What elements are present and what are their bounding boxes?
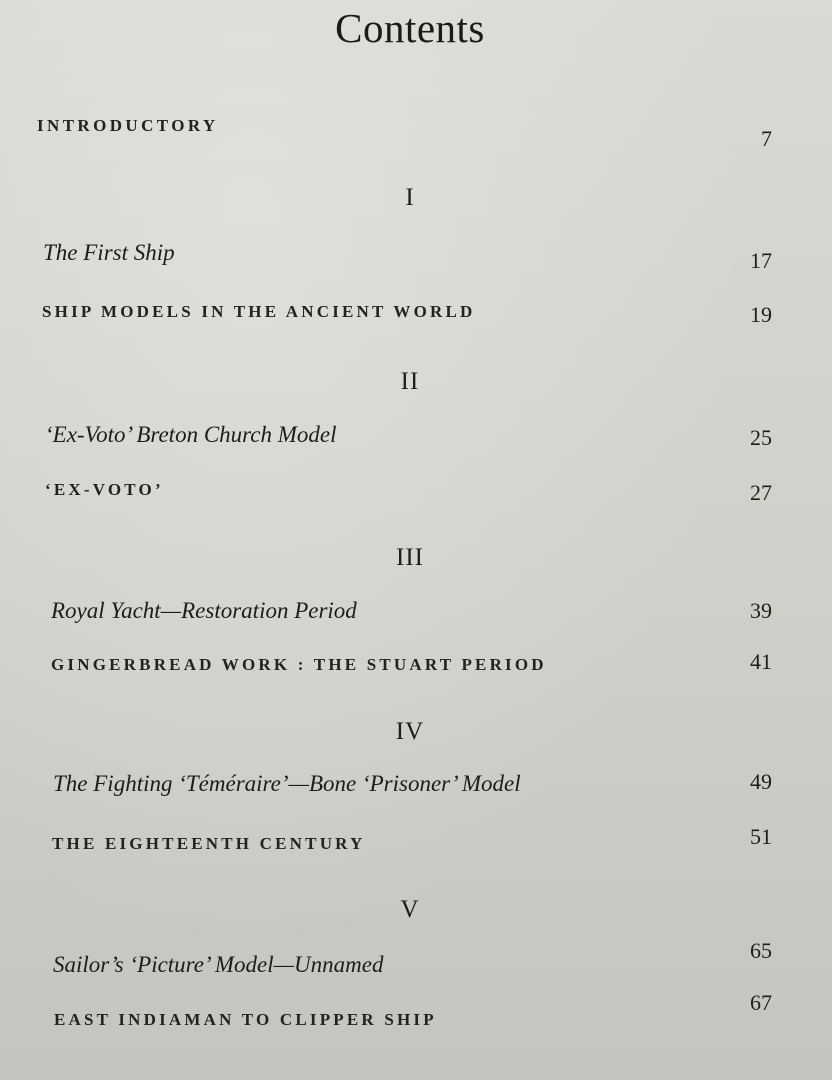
page-title: Contents bbox=[335, 5, 485, 51]
toc-entry-label: ‘Ex-Voto’ Breton Church Model bbox=[45, 422, 337, 447]
toc-entry-label: GINGERBREAD WORK : THE STUART PERIOD bbox=[51, 655, 547, 674]
section-numeral-iv: IV bbox=[395, 718, 425, 745]
toc-entry-page: 7 bbox=[761, 126, 772, 151]
section-numeral-i: I bbox=[405, 184, 415, 211]
toc-entry-label: SHIP MODELS IN THE ANCIENT WORLD bbox=[42, 302, 476, 321]
toc-entry-ex-voto[interactable] bbox=[0, 480, 832, 520]
toc-entry-royal-yacht[interactable] bbox=[0, 598, 832, 638]
toc-entry-page: 17 bbox=[750, 248, 772, 273]
section-numeral-ii: II bbox=[400, 368, 420, 395]
toc-entry-sailors-picture[interactable] bbox=[0, 938, 832, 992]
toc-entry-page: 41 bbox=[750, 649, 772, 674]
toc-entry-page: 65 bbox=[750, 938, 772, 963]
toc-entry-label: ‘EX-VOTO’ bbox=[45, 480, 164, 499]
toc-entry-introductory[interactable] bbox=[0, 116, 832, 156]
toc-entry-the-first-ship[interactable] bbox=[0, 240, 832, 280]
toc-entry-label: The Fighting ‘Téméraire’—Bone ‘Prisoner’ Model bbox=[53, 771, 521, 796]
toc-entry-gingerbread-work[interactable] bbox=[0, 649, 832, 695]
section-numeral-v: V bbox=[400, 896, 420, 923]
toc-entry-page: 19 bbox=[750, 302, 772, 327]
toc-entry-eighteenth-century[interactable] bbox=[0, 824, 832, 874]
toc-entry-page: 25 bbox=[750, 425, 772, 450]
toc-entry-fighting-temeraire[interactable] bbox=[0, 771, 832, 811]
toc-entry-page: 51 bbox=[750, 824, 772, 849]
toc-entry-label: Royal Yacht—Restoration Period bbox=[51, 598, 357, 623]
toc-entry-ex-voto-breton[interactable] bbox=[0, 422, 832, 462]
section-numeral-iii: III bbox=[396, 544, 424, 571]
toc-entry-page: 39 bbox=[750, 598, 772, 623]
toc-entry-label: The First Ship bbox=[43, 240, 175, 265]
toc-entry-page: 27 bbox=[750, 480, 772, 505]
toc-entry-label: THE EIGHTEENTH CENTURY bbox=[52, 834, 366, 853]
toc-entry-label: Sailor’s ‘Picture’ Model—Unnamed bbox=[53, 952, 384, 977]
toc-entry-label: INTRODUCTORY bbox=[37, 116, 219, 135]
toc-entry-page: 67 bbox=[750, 990, 772, 1015]
toc-entry-east-indiaman[interactable] bbox=[0, 990, 832, 1048]
toc-entry-label: EAST INDIAMAN TO CLIPPER SHIP bbox=[54, 1010, 437, 1029]
toc-entry-ship-models-ancient-world[interactable] bbox=[0, 300, 832, 340]
toc-entry-page: 49 bbox=[750, 769, 772, 794]
